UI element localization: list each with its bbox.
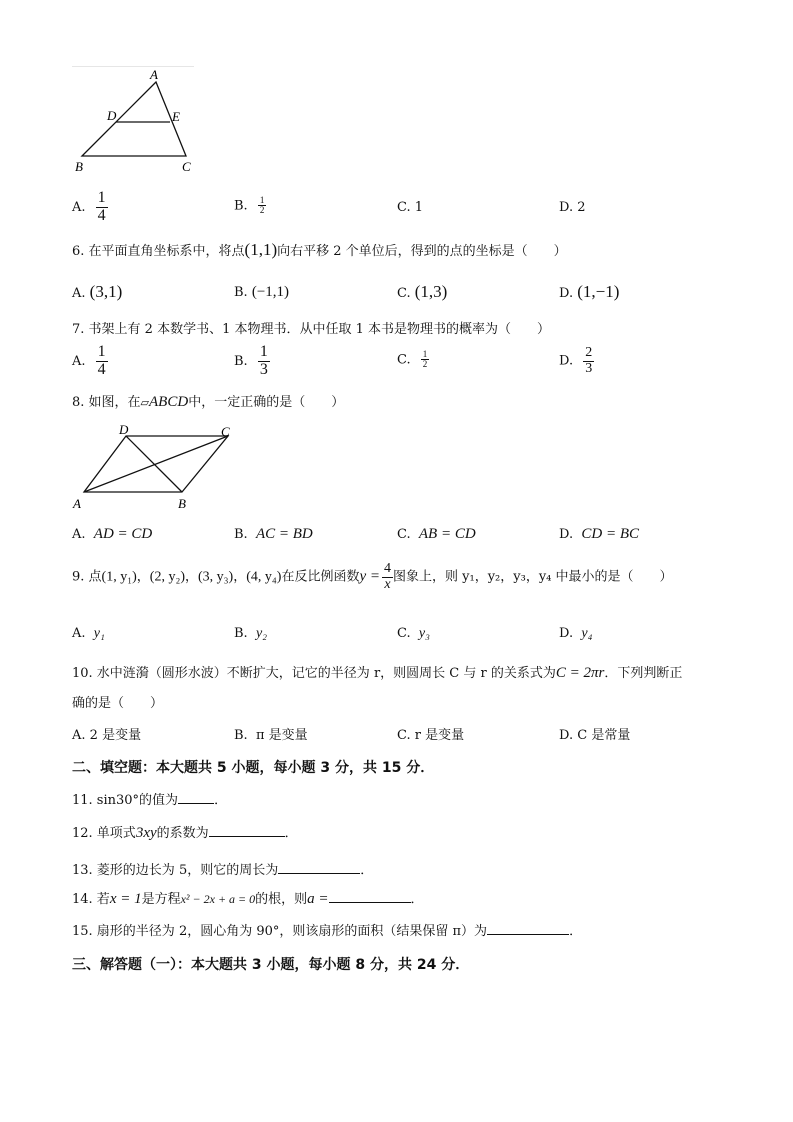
answer-blank[interactable] (278, 861, 360, 874)
q10-stem-line1: 10. 水中涟漪（圆形水波）不断扩大，记它的半径为 r，则圆周长 C 与 r 的关系式为C = 2πr．下列判断正 (72, 665, 683, 681)
label-b: B (75, 159, 83, 174)
q10-stem-line2: 确的是（ ） (72, 696, 164, 711)
q10-option-d[interactable]: D. C 是常量 (559, 728, 631, 743)
label-b: B (178, 496, 186, 511)
q7-option-d[interactable]: D. $\frac{2}{3}$ (559, 345, 593, 376)
q6-stem: 6. 在平面直角坐标系中，将点(1,1)向右平移 2 个单位后，得到的点的坐标是（ ） (72, 240, 567, 259)
label-a: A (73, 496, 81, 511)
q9-option-b[interactable]: B. y₂ (234, 626, 268, 641)
q6-option-c[interactable]: C. (1,3) (397, 282, 448, 301)
q9-option-d[interactable]: D. y₄ (559, 626, 593, 641)
section-3-heading: 三、解答题（一）：本大题共 3 小题，每小题 8 分，共 24 分． (72, 957, 470, 973)
label-c: C (182, 159, 191, 174)
q5-option-d[interactable]: D. 2 (559, 200, 586, 215)
parallelogram-symbol: ▱ (140, 396, 150, 409)
q13: 13. 菱形的边长为 5，则它的周长为 ． (72, 863, 374, 878)
option-letter: B. (234, 198, 248, 214)
q8-option-b[interactable]: B. AC = BD (234, 526, 313, 542)
label-c: C (221, 424, 230, 439)
q12: 12. 单项式3xy的系数为 ． (72, 825, 298, 841)
label-e: E (172, 109, 180, 124)
triangle-abc (82, 82, 186, 156)
q6-option-b[interactable]: B. (−1,1) (234, 284, 290, 300)
label-d: D (119, 422, 129, 437)
parallelogram-figure (70, 420, 240, 512)
q8-option-a[interactable]: A. AD = CD (72, 526, 153, 542)
q14: 14. 若x = 1是方程x² − 2x + a = 0的根，则a = ． (72, 891, 424, 907)
q5-option-c[interactable]: C. 1 (397, 200, 424, 215)
q6-option-d[interactable]: D. (1,−1) (559, 282, 620, 301)
fraction: $\frac{4}{x}$ (384, 561, 392, 592)
q9-stem: 9. 点(1, y₁)，(2, y₂)，(3, y₃)，(4, y₄)在反比例函数y = $\frac{4}{x}$ 图象上，则 y₁，y₂，y₃，y₄ 中最小的是（ ） (72, 561, 673, 592)
q7-option-c[interactable]: C. $\frac{1}{2}$ (397, 349, 428, 370)
q7-stem: 7. 书架上有 2 本数学书、1 本物理书．从中任取 1 本书是物理书的概率为（ ） (72, 322, 551, 337)
q10-option-b[interactable]: B. π 是变量 (234, 728, 308, 743)
q11: 11. sin30°的值为 ． (72, 793, 228, 808)
fraction: $\frac{1}{2}$ (422, 349, 428, 370)
q7-option-b[interactable]: B. $\frac{1}{3}$ (234, 343, 268, 378)
q9-option-a[interactable]: A. y₁ (72, 626, 105, 641)
fraction: $\frac{1}{3}$ (259, 343, 268, 378)
answer-blank[interactable] (209, 824, 285, 837)
q10-option-a[interactable]: A. 2 是变量 (72, 728, 142, 743)
fraction: $\frac{2}{3}$ (585, 345, 593, 376)
q15: 15. 扇形的半径为 2，圆心角为 90°，则该扇形的面积（结果保留 π）为 ． (72, 924, 583, 939)
q7-option-a[interactable]: A. $\frac{1}{4}$ (72, 343, 106, 378)
diagonal-bd (126, 436, 182, 492)
q5-option-a[interactable] (72, 190, 108, 225)
section-2-heading: 二、填空题：本大题共 5 小题，每小题 3 分，共 15 分． (72, 760, 435, 776)
fraction: $\frac{1}{2}$ (259, 195, 265, 216)
q8-option-d[interactable]: D. CD = BC (559, 526, 639, 542)
label-a: A (150, 67, 158, 82)
answer-blank[interactable] (329, 890, 411, 903)
q6-option-a[interactable]: A. (3,1) (72, 282, 123, 301)
fraction: $\frac{1}{4}$ (97, 189, 106, 224)
q8-stem: 8. 如图，在▱ABCD中，一定正确的是（ ） (72, 394, 345, 410)
option-letter: A. (72, 199, 86, 215)
triangle-figure (70, 66, 210, 178)
q8-option-c[interactable]: C. AB = CD (397, 526, 476, 542)
answer-blank[interactable] (487, 922, 569, 935)
fraction: $\frac{1}{4}$ (97, 343, 106, 378)
label-d: D (107, 108, 117, 123)
q10-option-c[interactable]: C. r 是变量 (397, 728, 465, 743)
answer-blank[interactable] (178, 791, 214, 804)
q9-option-c[interactable]: C. y₃ (397, 626, 430, 641)
q5-option-b[interactable] (234, 196, 266, 216)
